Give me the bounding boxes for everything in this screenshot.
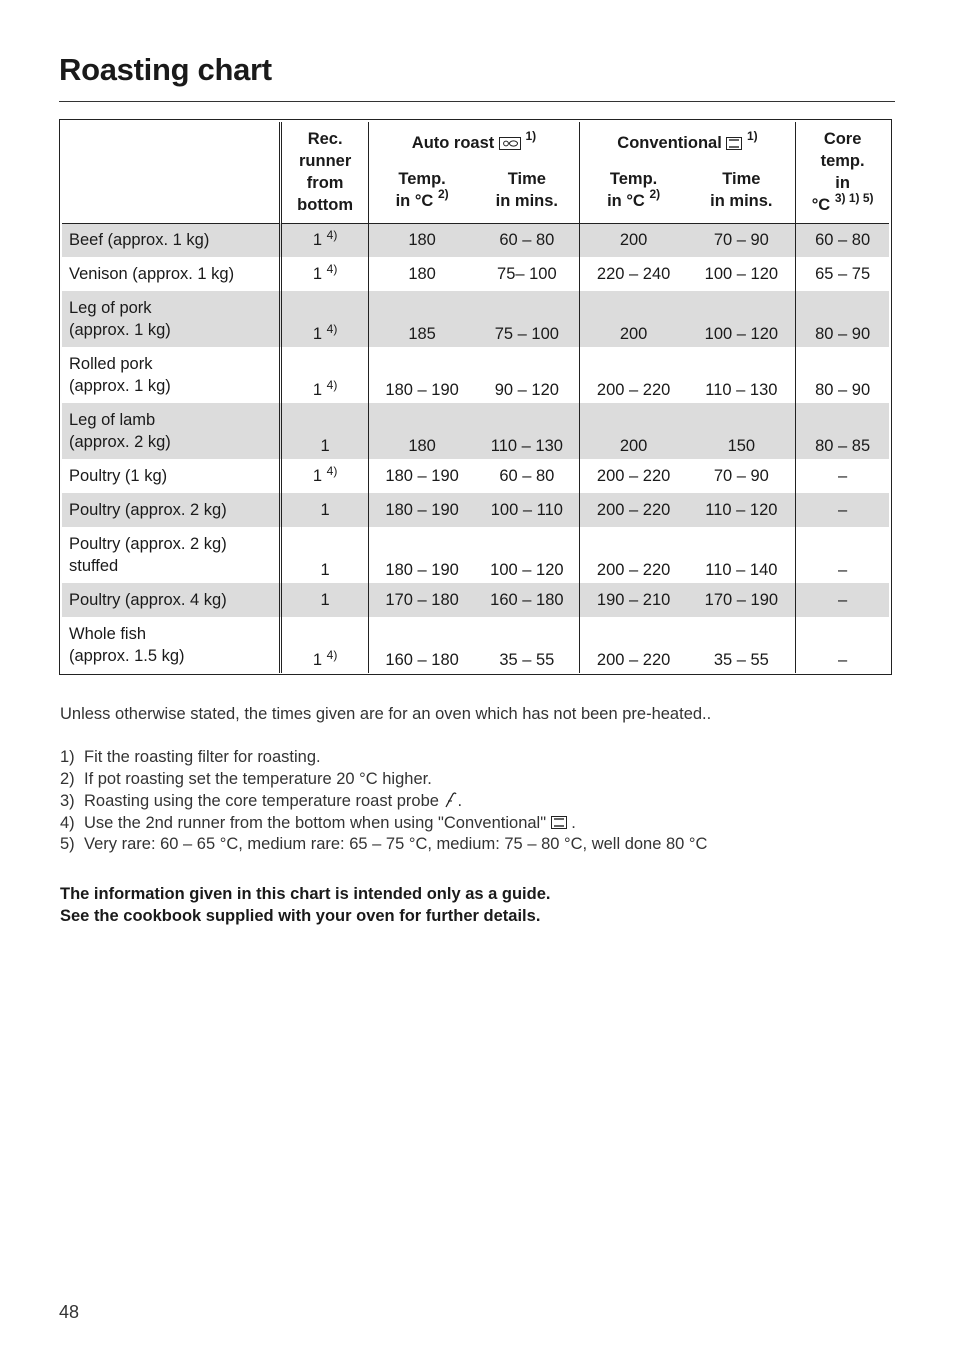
table-row bbox=[62, 583, 889, 617]
table-row bbox=[62, 257, 889, 291]
footnote-item bbox=[60, 814, 576, 833]
auto-time-cell: 160 – 180 bbox=[475, 583, 579, 617]
food-cell bbox=[62, 347, 281, 403]
conv-temp-header bbox=[580, 168, 688, 212]
auto-time-cell: 75 – 100 bbox=[475, 291, 579, 347]
core-temp-cell: – bbox=[796, 459, 889, 493]
food-cell bbox=[62, 459, 281, 493]
table-row bbox=[62, 617, 889, 673]
time-header-line: Time bbox=[722, 170, 761, 189]
auto-temp-cell: 180 – 190 bbox=[369, 527, 475, 583]
auto-time-cell: 90 – 120 bbox=[494, 381, 559, 399]
core-header-line: temp. bbox=[820, 152, 865, 171]
temp-footnote-ref: 2) bbox=[649, 187, 661, 202]
roast-probe-icon bbox=[444, 792, 458, 808]
table-row bbox=[62, 291, 889, 347]
runner-cell bbox=[281, 583, 369, 617]
footnote-item bbox=[60, 835, 707, 854]
auto-temp-cell: 180 bbox=[369, 403, 475, 459]
page-title: Roasting chart bbox=[59, 52, 272, 87]
runner-value: 1 bbox=[312, 264, 323, 283]
auto-time-cell: 100 – 110 bbox=[475, 493, 579, 527]
food-cell bbox=[62, 223, 281, 257]
conv-temp-cell: 200 – 220 bbox=[579, 459, 687, 493]
food-label-line: (approx. 1 kg) bbox=[69, 377, 171, 395]
food-cell bbox=[62, 617, 281, 673]
conv-temp-cell: 200 – 220 bbox=[579, 617, 687, 673]
auto-time-cell: 100 – 120 bbox=[490, 561, 564, 579]
auto-temp-cell: 180 bbox=[369, 257, 475, 291]
temp-header-line: in °C bbox=[395, 192, 434, 211]
auto-time-header bbox=[475, 168, 579, 212]
core-temp-cell: 80 – 90 bbox=[796, 347, 889, 403]
runner-cell bbox=[281, 291, 369, 347]
conventional-heat-icon bbox=[726, 137, 742, 150]
intro-note: Unless otherwise stated, the times given are for an oven which has not been pre-heated.. bbox=[60, 705, 712, 723]
auto-temp-cell: 180 – 190 bbox=[369, 347, 475, 403]
auto-temp-cell: 160 – 180 bbox=[369, 617, 475, 673]
footnote-text: Fit the roasting filter for roasting. bbox=[84, 748, 321, 766]
conv-time-cell: 70 – 90 bbox=[713, 466, 769, 485]
conventional-title bbox=[580, 129, 796, 154]
header-runner bbox=[281, 122, 369, 223]
table-row bbox=[62, 347, 889, 403]
runner-footnote-ref: 4) bbox=[326, 378, 338, 392]
conv-time-cell: 100 – 120 bbox=[687, 291, 795, 347]
header-core-temp bbox=[796, 122, 889, 223]
core-temp-cell: 60 – 80 bbox=[796, 223, 889, 257]
core-footnote-ref: 3) 1) 5) bbox=[834, 191, 874, 206]
conventional-heat-icon bbox=[551, 816, 567, 829]
runner-value: 1 bbox=[320, 500, 330, 519]
conv-time-cell: 110 – 120 bbox=[687, 493, 795, 527]
auto-temp-cell: 180 – 190 bbox=[369, 459, 475, 493]
auto-temp-cell: 180 – 190 bbox=[369, 493, 475, 527]
core-temp-cell: 80 – 85 bbox=[796, 403, 889, 459]
runner-cell bbox=[281, 223, 369, 257]
temp-header-line: Temp. bbox=[609, 170, 658, 189]
runner-footnote-ref: 4) bbox=[326, 227, 338, 242]
food-label-line: (approx. 2 kg) bbox=[69, 433, 171, 451]
header-runner-line: runner bbox=[298, 152, 352, 171]
runner-cell bbox=[281, 403, 369, 459]
runner-cell bbox=[281, 347, 369, 403]
auto-time-cell: 75– 100 bbox=[497, 264, 557, 283]
auto-temp-cell: 185 bbox=[369, 291, 475, 347]
runner-value: 1 bbox=[312, 651, 323, 669]
conventional-label: Conventional bbox=[617, 134, 722, 153]
header-conventional bbox=[579, 122, 796, 223]
footnote-item bbox=[60, 770, 432, 789]
time-header-line: in mins. bbox=[710, 192, 773, 211]
roasting-table bbox=[62, 122, 889, 673]
footnote-number: 5) bbox=[60, 835, 75, 853]
food-label-line: stuffed bbox=[69, 557, 119, 575]
conv-time-cell: 150 bbox=[687, 403, 795, 459]
conv-temp-cell: 200 – 220 bbox=[579, 527, 687, 583]
conv-time-cell: 170 – 190 bbox=[687, 583, 795, 617]
food-label-line: Poultry (approx. 2 kg) bbox=[69, 535, 227, 553]
runner-value: 1 bbox=[312, 230, 323, 249]
core-temp-cell: – bbox=[796, 617, 889, 673]
conv-temp-cell: 200 bbox=[579, 403, 687, 459]
food-cell bbox=[62, 291, 281, 347]
table-row bbox=[62, 459, 889, 493]
table-row bbox=[62, 493, 889, 527]
food-label-line: Venison (approx. 1 kg) bbox=[69, 265, 235, 283]
runner-cell bbox=[281, 459, 369, 493]
runner-value: 1 bbox=[320, 590, 330, 609]
header-food-cell bbox=[62, 122, 281, 223]
footnote-text: Roasting using the core temperature roast probe bbox=[84, 792, 439, 810]
header-runner-line: bottom bbox=[297, 196, 354, 215]
auto-temp-header bbox=[369, 168, 475, 212]
auto-time-cell: 60 – 80 bbox=[475, 223, 579, 257]
header-auto-roast bbox=[369, 122, 580, 223]
roasting-table-frame bbox=[59, 119, 892, 675]
conv-time-cell: 110 – 130 bbox=[705, 381, 778, 399]
footnote-number: 4) bbox=[60, 814, 75, 832]
footnote-text: Very rare: 60 – 65 °C, medium rare: 65 – 75 °C, medium: 75 – 80 °C, well done 80 °C bbox=[84, 835, 708, 853]
food-label-line: Poultry (1 kg) bbox=[69, 467, 168, 485]
food-label-line: Leg of lamb bbox=[69, 411, 156, 429]
runner-cell bbox=[281, 617, 369, 673]
conv-temp-cell: 220 – 240 bbox=[579, 257, 687, 291]
food-cell bbox=[62, 583, 281, 617]
conventional-footnote-ref: 1) bbox=[746, 129, 758, 144]
runner-footnote-ref: 4) bbox=[326, 261, 338, 276]
core-header-line: Core bbox=[823, 130, 862, 149]
core-temp-cell: – bbox=[796, 583, 889, 617]
runner-value: 1 bbox=[320, 561, 330, 579]
header-row bbox=[62, 122, 889, 223]
auto-time-cell: 60 – 80 bbox=[499, 466, 555, 485]
page-number: 48 bbox=[59, 1302, 80, 1322]
time-header-line: Time bbox=[507, 170, 546, 189]
food-label-line: Rolled pork bbox=[69, 355, 153, 373]
footnote-suffix: . bbox=[457, 792, 463, 810]
runner-value: 1 bbox=[312, 466, 323, 485]
header-runner-line: Rec. bbox=[307, 130, 343, 149]
conv-time-header bbox=[687, 168, 795, 212]
conv-temp-cell: 190 – 210 bbox=[579, 583, 687, 617]
footnote-number: 1) bbox=[60, 748, 75, 766]
conv-time-cell: 110 – 140 bbox=[705, 561, 778, 579]
header-runner-line: from bbox=[306, 174, 344, 193]
core-temp-cell: 80 – 90 bbox=[796, 291, 889, 347]
footnote-number: 3) bbox=[60, 792, 75, 810]
temp-header-line: Temp. bbox=[398, 170, 446, 189]
runner-cell bbox=[281, 257, 369, 291]
food-cell bbox=[62, 527, 281, 583]
footnote-suffix: . bbox=[566, 814, 576, 832]
footnote-item bbox=[60, 792, 462, 811]
conv-time-cell: 100 – 120 bbox=[704, 264, 779, 283]
core-header-line: in bbox=[835, 174, 850, 193]
food-label-line: Beef (approx. 1 kg) bbox=[69, 231, 210, 250]
runner-cell bbox=[281, 493, 369, 527]
guide-line-1: The information given in this chart is intended only as a guide. bbox=[60, 885, 551, 903]
footnote-text: If pot roasting set the temperature 20 °C higher. bbox=[84, 770, 432, 788]
auto-temp-cell: 170 – 180 bbox=[369, 583, 475, 617]
auto-roast-title bbox=[369, 129, 579, 154]
food-label-line: Poultry (approx. 4 kg) bbox=[69, 591, 227, 609]
runner-value: 1 bbox=[312, 381, 323, 399]
core-temp-cell: 65 – 75 bbox=[796, 257, 889, 291]
runner-cell bbox=[281, 527, 369, 583]
runner-value: 1 bbox=[312, 325, 323, 343]
runner-footnote-ref: 4) bbox=[326, 648, 338, 662]
conv-temp-cell: 200 – 220 bbox=[579, 493, 687, 527]
food-cell bbox=[62, 493, 281, 527]
table-row bbox=[62, 223, 889, 257]
auto-temp-cell: 180 bbox=[369, 223, 475, 257]
auto-roast-footnote-ref: 1) bbox=[525, 129, 537, 144]
temp-header-line: in °C bbox=[607, 192, 645, 211]
core-temp-cell: – bbox=[796, 527, 889, 583]
title-rule bbox=[59, 101, 895, 102]
conv-temp-cell: 200 bbox=[579, 291, 687, 347]
temp-footnote-ref: 2) bbox=[437, 187, 449, 202]
food-label-line: (approx. 1 kg) bbox=[69, 321, 171, 339]
time-header-line: in mins. bbox=[495, 192, 559, 211]
conv-temp-cell: 200 bbox=[579, 223, 687, 257]
core-header-unit: °C bbox=[811, 196, 831, 215]
food-label-line: Poultry (approx. 2 kg) bbox=[69, 501, 227, 519]
conv-time-cell: 35 – 55 bbox=[713, 651, 769, 669]
footnote-item bbox=[60, 748, 321, 767]
food-label-line: (approx. 1.5 kg) bbox=[69, 647, 185, 665]
auto-roast-icon bbox=[499, 137, 521, 150]
runner-value: 1 bbox=[320, 437, 330, 455]
auto-time-cell: 35 – 55 bbox=[499, 651, 555, 669]
footnote-number: 2) bbox=[60, 770, 75, 788]
footnote-text: Use the 2nd runner from the bottom when using "Conventional" bbox=[84, 814, 547, 832]
core-temp-cell: – bbox=[796, 493, 889, 527]
food-label-line: Whole fish bbox=[69, 625, 147, 643]
food-cell bbox=[62, 257, 281, 291]
conv-temp-cell: 200 – 220 bbox=[579, 347, 687, 403]
runner-footnote-ref: 4) bbox=[326, 322, 338, 336]
guide-line-2: See the cookbook supplied with your oven for further details. bbox=[60, 907, 541, 925]
runner-footnote-ref: 4) bbox=[326, 463, 338, 478]
conv-time-cell: 70 – 90 bbox=[687, 223, 795, 257]
food-label-line: Leg of pork bbox=[69, 299, 152, 317]
table-row bbox=[62, 403, 889, 459]
food-cell bbox=[62, 403, 281, 459]
auto-time-cell: 110 – 130 bbox=[475, 403, 579, 459]
auto-roast-label: Auto roast bbox=[411, 134, 495, 153]
table-row bbox=[62, 527, 889, 583]
